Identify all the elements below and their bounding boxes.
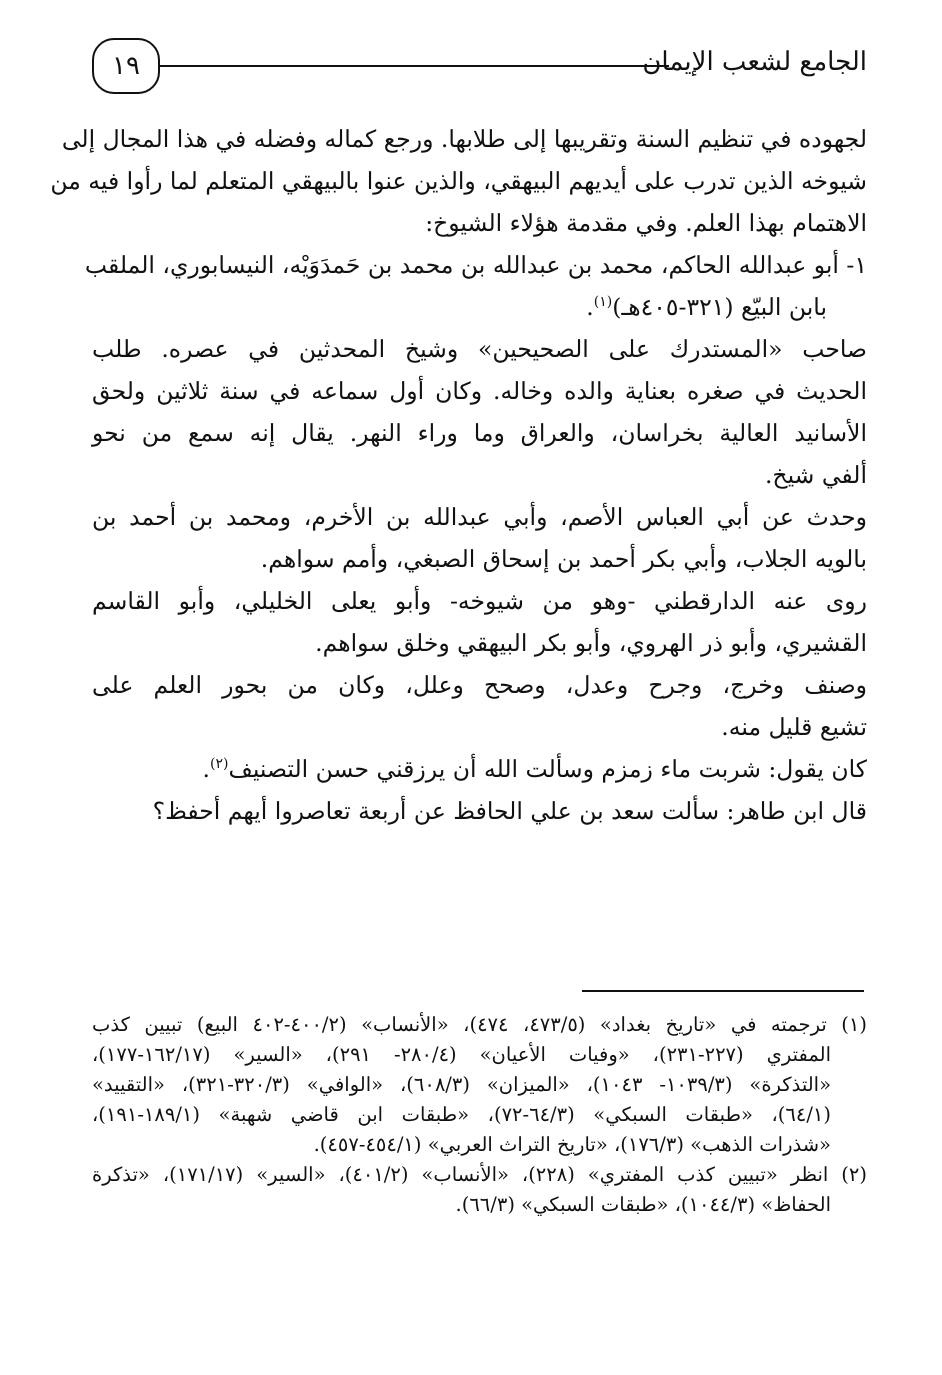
footnote-mark-2: (٢) [210, 756, 229, 773]
page-header [92, 38, 867, 102]
text-line: القشيري، وأبو ذر الهروي، وأبو بكر البيهقي وخلق سواهم. [315, 629, 867, 657]
text-span: بابن البيّع (٣٢١-٤٠٥هـ) [612, 293, 827, 321]
text-line: تشيع قليل منه. [721, 713, 867, 741]
footnote-line: (١) ترجمته في «تاريخ بغداد» (٤٧٣/٥، ٤٧٤)، «الأنساب» (٤٠٠/٢-٤٠٢ البيع) تبيين كذب [92, 1013, 867, 1036]
text-line: وصنف وخرج، وجرح وعدل، وصحح وعلل، وكان من بحور العلم على [92, 671, 867, 699]
footnote-separator [582, 990, 864, 992]
main-text [50, 118, 867, 832]
page-number: ١٩ [92, 38, 160, 94]
text-line: روى عنه الدارقطني -وهو من شيوخه- وأبو يعلى الخليلي، وأبو القاسم [92, 587, 867, 615]
full-stop: . [586, 293, 594, 321]
text-line: وحدث عن أبي العباس الأصم، وأبي عبدالله بن الأخرم، ومحمد بن أحمد بن [92, 503, 867, 531]
text-line: لجهوده في تنظيم السنة وتقريبها إلى طلابها. ورجع كماله وفضله في هذا المجال إلى [61, 125, 867, 153]
text-line: صاحب «المستدرك على الصحيحين» وشيخ المحدثين في عصره. طلب [92, 335, 867, 363]
footnote-line: (٢) انظر «تبيين كذب المفتري» (٢٢٨)، «الأنساب» (٤٠١/٢)، «السير» (١٧١/١٧)، «تذكرة [92, 1163, 867, 1186]
text-line: قال ابن طاهر: سألت سعد بن علي الحافظ عن أربعة تعاصروا أيهم أحفظ؟ [152, 797, 867, 825]
footnote-mark-1: (١) [593, 294, 613, 311]
text-line: الاهتمام بهذا العلم. وفي مقدمة هؤلاء الشيوخ: [425, 209, 867, 237]
running-title: الجامع لشعب الإيمان [642, 47, 867, 77]
text-line [92, 748, 867, 790]
header-rule [160, 65, 669, 67]
text-line: ١- أبو عبدالله الحاكم، محمد بن عبدالله بن محمد بن حَمدَوَيْه، النيسابوري، الملقب [84, 251, 867, 279]
text-line: ألفي شيخ. [764, 461, 867, 489]
footnote-line: (٦٤/١)، «طبقات السبكي» (٦٤/٣-٧٢)، «طبقات ابن قاضي شهبة» (١٨٩/١-١٩١)، [92, 1103, 831, 1126]
footnote-line: الحفاظ» (١٠٤٤/٣)، «طبقات السبكي» (٦٦/٣). [455, 1193, 831, 1216]
text-line [92, 286, 867, 328]
text-line: الأسانيد العالية بخراسان، والعراق وما وراء النهر. يقال إنه سمع من نحو [92, 419, 867, 447]
text-span: كان يقول: شربت ماء زمزم وسألت الله أن يرزقني حسن التصنيف [228, 755, 867, 783]
text-line: بالويه الجلاب، وأبي بكر أحمد بن إسحاق الصبغي، وأمم سواهم. [260, 545, 867, 573]
full-stop: . [202, 755, 211, 783]
footnote-line: «التذكرة» (١٠٣٩/٣- ١٠٤٣)، «الميزان» (٦٠٨/٣)، «الوافي» (٣٢٠/٣-٣٢١)، «التقييد» [92, 1073, 831, 1096]
text-line: الحديث في صغره بعناية والده وخاله. وكان أول سماعه في سنة ثلاثين ولحق [92, 377, 867, 405]
footnote-line: «شذرات الذهب» (١٧٦/٣)، «تاريخ التراث العربي» (٤٥٤/١-٤٥٧). [313, 1133, 831, 1156]
text-line: شيوخه الذين تدرب على أيديهم البيهقي، والذين عنوا بالبيهقي المتعلم لما رأوا فيه من [50, 167, 867, 195]
footnote-line: المفتري (٢٢٧-٢٣١)، «وفيات الأعيان» (٢٨٠/٤- ٢٩١)، «السير» (١٦٢/١٧-١٧٧)، [92, 1043, 831, 1066]
footnotes [92, 1010, 867, 1220]
